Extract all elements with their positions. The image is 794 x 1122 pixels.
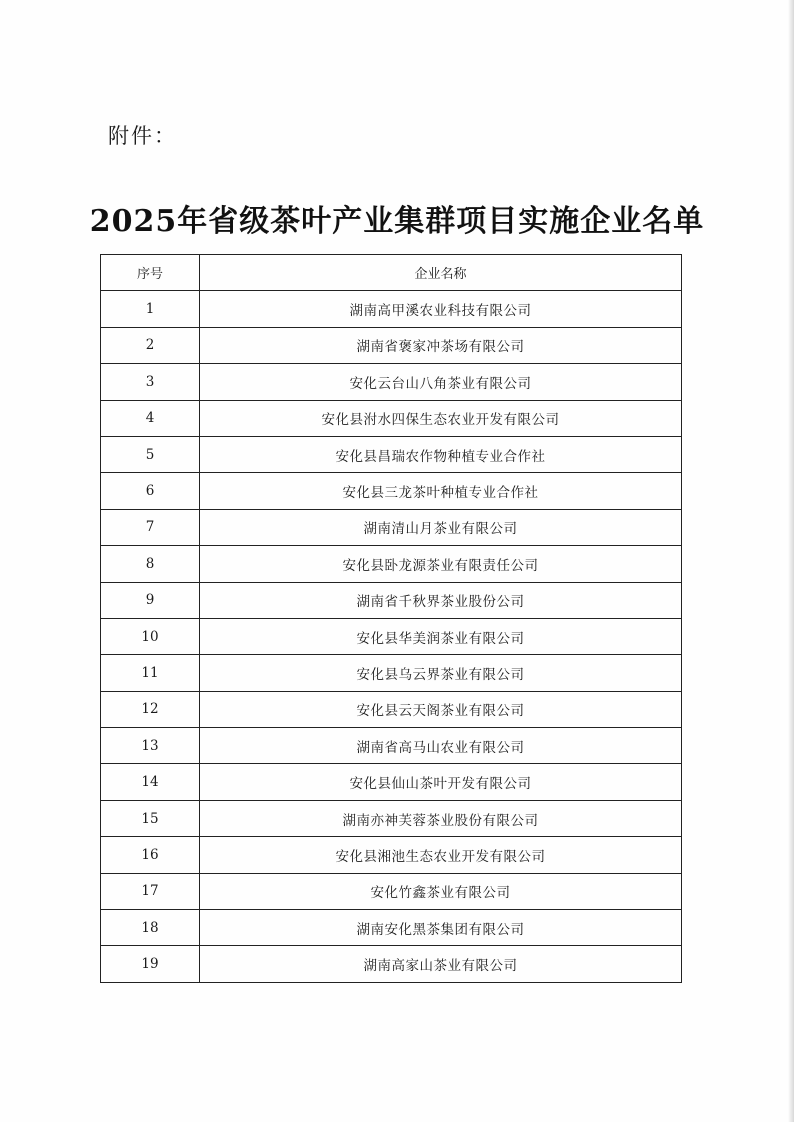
table-header-row [101, 255, 682, 291]
table-row [101, 728, 682, 764]
serial-number-cell: 6 [101, 473, 200, 509]
enterprise-name-cell: 安化县仙山茶叶开发有限公司 [200, 764, 682, 800]
attachment-label: 附件： [108, 124, 177, 148]
serial-number-cell: 7 [101, 509, 200, 545]
table-row [101, 691, 682, 727]
enterprise-name-cell: 安化县昌瑞农作物种植专业合作社 [200, 436, 682, 472]
enterprise-name-cell: 安化云台山八角茶业有限公司 [200, 364, 682, 400]
serial-number-cell: 5 [101, 436, 200, 472]
table-row [101, 473, 682, 509]
enterprise-name-cell: 安化县乌云界茶业有限公司 [200, 655, 682, 691]
enterprise-name-cell: 安化县卧龙源茶业有限责任公司 [200, 546, 682, 582]
table-row [101, 364, 682, 400]
enterprise-name-cell: 安化县华美润茶业有限公司 [200, 618, 682, 654]
serial-number-cell: 18 [101, 910, 200, 946]
serial-number-cell: 11 [101, 655, 200, 691]
table-body [101, 291, 682, 982]
table-row [101, 837, 682, 873]
enterprise-name-cell: 湖南高家山茶业有限公司 [200, 946, 682, 982]
enterprise-table [100, 254, 682, 983]
enterprise-name-cell: 湖南亦神芙蓉茶业股份有限公司 [200, 800, 682, 836]
serial-number-cell: 17 [101, 873, 200, 909]
serial-number-cell: 10 [101, 618, 200, 654]
header-enterprise-name: 企业名称 [200, 255, 682, 291]
enterprise-name-cell: 安化县泭水四保生态农业开发有限公司 [200, 400, 682, 436]
table-row [101, 291, 682, 327]
enterprise-name-cell: 安化县三龙茶叶种植专业合作社 [200, 473, 682, 509]
serial-number-cell: 2 [101, 327, 200, 363]
table-row [101, 655, 682, 691]
table-row [101, 910, 682, 946]
enterprise-name-cell: 湖南安化黑茶集团有限公司 [200, 910, 682, 946]
serial-number-cell: 3 [101, 364, 200, 400]
enterprise-name-cell: 湖南省千秋界茶业股份公司 [200, 582, 682, 618]
table-row [101, 400, 682, 436]
enterprise-name-cell: 湖南清山月茶业有限公司 [200, 509, 682, 545]
serial-number-cell: 14 [101, 764, 200, 800]
document-title: 2025年省级茶叶产业集群项目实施企业名单 [89, 204, 705, 239]
serial-number-cell: 12 [101, 691, 200, 727]
enterprise-name-cell: 湖南高甲溪农业科技有限公司 [200, 291, 682, 327]
serial-number-cell: 8 [101, 546, 200, 582]
table-row [101, 946, 682, 982]
table-row [101, 436, 682, 472]
table-row [101, 618, 682, 654]
serial-number-cell: 19 [101, 946, 200, 982]
table-row [101, 546, 682, 582]
table-row [101, 582, 682, 618]
table-row [101, 327, 682, 363]
table-row [101, 873, 682, 909]
serial-number-cell: 16 [101, 837, 200, 873]
enterprise-name-cell: 安化县云天阁茶业有限公司 [200, 691, 682, 727]
serial-number-cell: 13 [101, 728, 200, 764]
serial-number-cell: 1 [101, 291, 200, 327]
enterprise-name-cell: 安化县湘池生态农业开发有限公司 [200, 837, 682, 873]
table-row [101, 509, 682, 545]
table-row [101, 764, 682, 800]
scan-edge-shadow [788, 0, 794, 1122]
table-row [101, 800, 682, 836]
serial-number-cell: 9 [101, 582, 200, 618]
header-serial-number: 序号 [101, 255, 200, 291]
enterprise-name-cell: 湖南省褒家冲茶场有限公司 [200, 327, 682, 363]
enterprise-name-cell: 湖南省高马山农业有限公司 [200, 728, 682, 764]
serial-number-cell: 4 [101, 400, 200, 436]
enterprise-name-cell: 安化竹鑫茶业有限公司 [200, 873, 682, 909]
serial-number-cell: 15 [101, 800, 200, 836]
